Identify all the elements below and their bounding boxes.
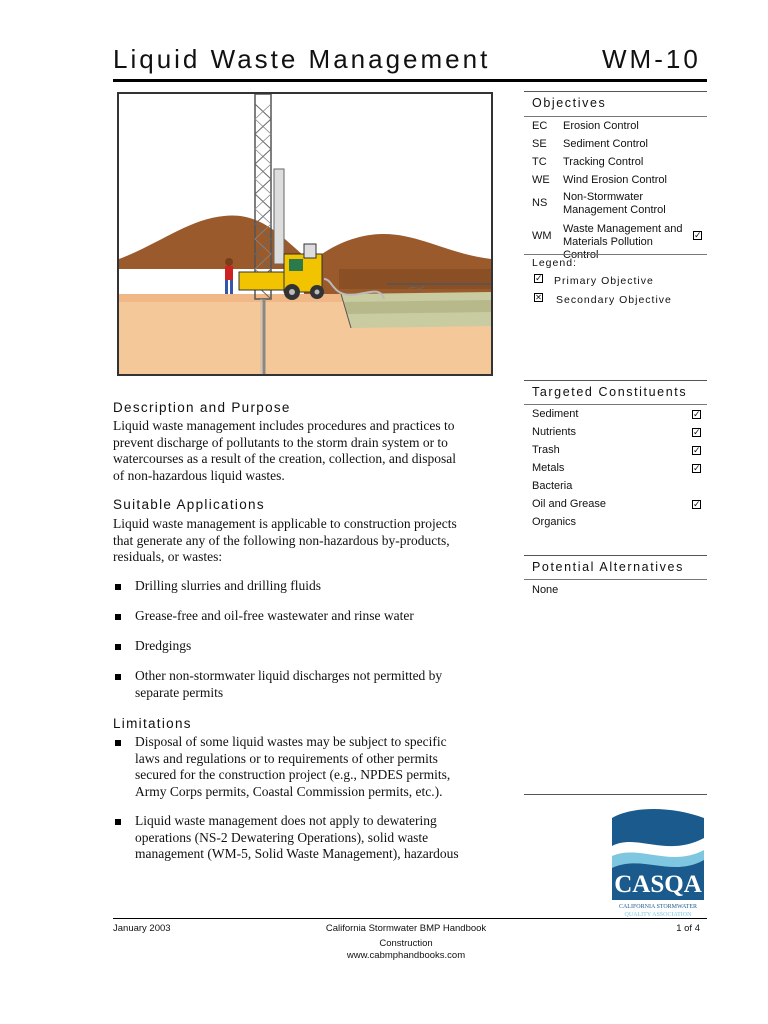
description-body bbox=[113, 418, 513, 484]
legend-secondary: Secondary Objective bbox=[556, 294, 672, 306]
text-line: Other non-stormwater liquid discharges not permitted by bbox=[135, 668, 443, 683]
constituents-head-rule bbox=[524, 404, 707, 405]
text-line: of non-hazardous liquid wastes. bbox=[113, 467, 285, 483]
text-line: Army Corps permits, Coastal Commission permits, etc.). bbox=[135, 783, 443, 799]
text-line: separate permits bbox=[135, 684, 224, 700]
constituent-row: Organics bbox=[532, 516, 577, 528]
checked-box-icon: ✓ bbox=[693, 464, 701, 474]
text-line: Liquid waste management is applicable to construction projects bbox=[113, 516, 457, 531]
footer-date: January 2003 bbox=[113, 923, 171, 934]
objectives-heading: Objectives bbox=[532, 96, 607, 110]
text-line: Liquid waste management does not apply to dewatering bbox=[135, 813, 437, 828]
checked-box-icon: ✓ bbox=[693, 410, 701, 420]
checked-box-icon: ✓ bbox=[693, 446, 701, 456]
objectives-head-rule bbox=[524, 116, 707, 117]
objective-name: Wind Erosion Control bbox=[563, 174, 667, 186]
text-line: operations (NS-2 Dewatering Operations), solid waste bbox=[135, 829, 429, 845]
constituent-row: Metals bbox=[532, 462, 565, 474]
alternatives-top-rule bbox=[524, 555, 707, 556]
objective-name: Erosion Control bbox=[563, 120, 639, 132]
bullet-icon bbox=[115, 740, 121, 746]
application-bullet: Grease-free and oil-free wastewater and rinse water bbox=[135, 608, 414, 623]
legend-label: Legend: bbox=[532, 257, 577, 269]
checked-box-icon: ✓ bbox=[693, 428, 701, 438]
bullet-icon bbox=[115, 819, 121, 825]
limitation-bullet bbox=[135, 813, 459, 863]
application-bullet: Drilling slurries and drilling fluids bbox=[135, 578, 321, 593]
objective-code: NS bbox=[532, 197, 548, 209]
legend-primary: Primary Objective bbox=[554, 275, 654, 287]
constituents-top-rule bbox=[524, 380, 707, 381]
objectives-top-rule bbox=[524, 91, 707, 92]
logo-line1: CALIFORNIA STORMWATER bbox=[618, 904, 698, 910]
constituent-row: Trash bbox=[532, 444, 560, 456]
text-line: Liquid waste management includes procedures and practices to bbox=[113, 418, 455, 433]
limitation-bullet bbox=[135, 734, 450, 800]
bmp-code: WM-10 bbox=[602, 44, 701, 74]
text-line: laws and regulations or to requirements of other permits bbox=[135, 750, 438, 766]
bullet-icon bbox=[115, 644, 121, 650]
footer-rule bbox=[113, 918, 707, 919]
text-line: residuals, or wastes: bbox=[113, 549, 223, 564]
constituents-heading: Targeted Constituents bbox=[532, 385, 688, 399]
legend-rule bbox=[524, 254, 707, 255]
text-line: that generate any of the following non-hazardous by-products, bbox=[113, 532, 450, 548]
logo-name: CASQA bbox=[614, 871, 702, 898]
application-bullet bbox=[135, 668, 442, 701]
constituent-row: Nutrients bbox=[532, 426, 577, 438]
objective-code: TC bbox=[532, 156, 547, 168]
alternatives-value: None bbox=[532, 584, 559, 596]
objective-code: WM bbox=[532, 230, 552, 242]
logo-line2: QUALITY ASSOCIATION bbox=[624, 912, 692, 918]
applications-heading: Suitable Applications bbox=[113, 497, 265, 512]
checked-box-icon: ✓ bbox=[694, 231, 702, 241]
footer-book: California Stormwater BMP Handbook bbox=[325, 923, 487, 934]
drilling-rig-illustration bbox=[117, 92, 493, 376]
alternatives-heading: Potential Alternatives bbox=[532, 560, 684, 574]
secondary-check-icon: ✕ bbox=[535, 293, 542, 302]
footer-section: Construction bbox=[379, 938, 433, 949]
footer-url[interactable]: www.cabmphandbooks.com bbox=[346, 950, 466, 961]
text-line: Disposal of some liquid wastes may be subject to specific bbox=[135, 734, 447, 749]
description-heading: Description and Purpose bbox=[113, 400, 291, 415]
bullet-icon bbox=[115, 614, 121, 620]
objective-name: Non-Stormwater Management Control bbox=[563, 191, 666, 216]
constituent-row: Sediment bbox=[532, 408, 579, 420]
alternatives-head-rule bbox=[524, 579, 707, 580]
page-title: Liquid Waste Management bbox=[113, 44, 491, 74]
text-line: secured for the construction project (e.g., NPDES permits, bbox=[135, 767, 451, 782]
bullet-icon bbox=[115, 674, 121, 680]
applications-body bbox=[113, 516, 513, 566]
objective-name: Waste Management and Materials Pollution Control bbox=[563, 223, 683, 261]
objective-name: Tracking Control bbox=[563, 156, 644, 168]
text-line: watercourses as a result of the creation, collection, and disposal bbox=[113, 451, 457, 466]
title-rule bbox=[113, 79, 707, 82]
checked-box-icon: ✓ bbox=[693, 500, 701, 510]
text-line: management (WM-5, Solid Waste Management), hazardous bbox=[135, 846, 459, 861]
objective-code: WE bbox=[532, 174, 550, 186]
bullet-icon bbox=[115, 584, 121, 590]
casqa-logo bbox=[612, 808, 704, 918]
constituent-row: Bacteria bbox=[532, 480, 573, 492]
objective-code: SE bbox=[532, 138, 547, 150]
text-line: prevent discharge of pollutants to the storm drain system or to bbox=[113, 434, 448, 450]
objective-code: EC bbox=[532, 120, 548, 132]
constituent-row: Oil and Grease bbox=[532, 498, 606, 510]
page-number: 1 of 4 bbox=[676, 923, 700, 934]
logo-top-rule bbox=[524, 794, 707, 795]
primary-check-icon: ✓ bbox=[535, 274, 543, 284]
objective-name: Sediment Control bbox=[563, 138, 648, 150]
limitations-heading: Limitations bbox=[113, 716, 192, 731]
application-bullet: Dredgings bbox=[135, 638, 192, 653]
